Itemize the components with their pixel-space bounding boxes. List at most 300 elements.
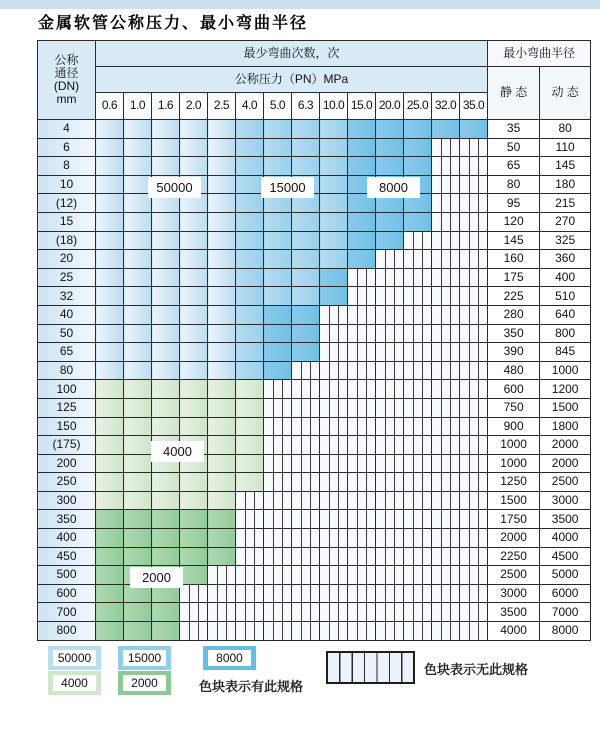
spec-cell-50000 bbox=[124, 157, 152, 176]
no-spec-cell bbox=[320, 603, 348, 622]
no-spec-cell bbox=[432, 398, 460, 417]
no-spec-cell bbox=[320, 566, 348, 585]
no-spec-cell bbox=[376, 287, 404, 306]
dn-cell: 150 bbox=[38, 417, 96, 436]
spec-cell-8000 bbox=[292, 324, 320, 343]
table-row bbox=[38, 194, 591, 213]
spec-cell-50000 bbox=[152, 305, 180, 324]
no-spec-cell bbox=[376, 510, 404, 529]
spec-cell-2000 bbox=[152, 603, 180, 622]
static-radius-cell: 4000 bbox=[488, 622, 540, 641]
spec-cell-50000 bbox=[124, 361, 152, 380]
spec-cell-50000 bbox=[180, 138, 208, 157]
no-spec-cell bbox=[376, 603, 404, 622]
spec-cell-50000 bbox=[180, 324, 208, 343]
no-spec-cell bbox=[460, 510, 488, 529]
spec-cell-4000 bbox=[208, 473, 236, 492]
spec-cell-15000 bbox=[320, 138, 348, 157]
static-radius-cell: 350 bbox=[488, 324, 540, 343]
spec-cell-15000 bbox=[292, 138, 320, 157]
no-spec-cell bbox=[264, 547, 292, 566]
table-row bbox=[38, 212, 591, 231]
spec-cell-15000 bbox=[292, 268, 320, 287]
spec-cell-50000 bbox=[96, 287, 124, 306]
spec-cell-50000 bbox=[208, 157, 236, 176]
spec-cell-4000 bbox=[124, 436, 152, 455]
no-spec-cell bbox=[264, 417, 292, 436]
no-spec-cell bbox=[460, 361, 488, 380]
no-spec-cell bbox=[404, 324, 432, 343]
no-spec-cell bbox=[264, 510, 292, 529]
no-spec-cell bbox=[236, 603, 264, 622]
no-spec-cell bbox=[432, 622, 460, 641]
spec-cell-8000 bbox=[348, 120, 376, 139]
spec-cell-8000 bbox=[348, 157, 376, 176]
dynamic-header: 动 态 bbox=[540, 67, 591, 120]
spec-cell-2000 bbox=[124, 547, 152, 566]
no-spec-cell bbox=[404, 622, 432, 641]
spec-cell-2000 bbox=[152, 622, 180, 641]
bend-cycles-header: 最少弯曲次数，次 bbox=[96, 41, 488, 67]
spec-table bbox=[37, 40, 591, 641]
spec-cell-4000 bbox=[152, 417, 180, 436]
pressure-col-header: 20.0 bbox=[376, 93, 404, 120]
spec-cell-15000 bbox=[264, 231, 292, 250]
no-spec-cell bbox=[320, 491, 348, 510]
no-spec-cell bbox=[376, 529, 404, 548]
dynamic-radius-cell: 270 bbox=[540, 212, 591, 231]
table-row bbox=[38, 380, 591, 399]
spec-cell-4000 bbox=[124, 417, 152, 436]
no-spec-cell bbox=[376, 566, 404, 585]
no-spec-cell bbox=[208, 622, 236, 641]
no-spec-cell bbox=[460, 380, 488, 399]
dn-cell: 100 bbox=[38, 380, 96, 399]
table-row bbox=[38, 250, 591, 269]
no-spec-cell bbox=[348, 398, 376, 417]
no-spec-cell bbox=[348, 417, 376, 436]
table-row bbox=[38, 138, 591, 157]
dynamic-radius-cell: 400 bbox=[540, 268, 591, 287]
static-radius-cell: 2500 bbox=[488, 566, 540, 585]
spec-cell-8000 bbox=[376, 120, 404, 139]
no-spec-cell bbox=[404, 417, 432, 436]
dn-cell: 200 bbox=[38, 454, 96, 473]
spec-cell-4000 bbox=[208, 491, 236, 510]
dn-cell: 50 bbox=[38, 324, 96, 343]
static-radius-cell: 3000 bbox=[488, 584, 540, 603]
no-spec-cell bbox=[236, 529, 264, 548]
no-spec-cell bbox=[292, 603, 320, 622]
spec-cell-15000 bbox=[264, 250, 292, 269]
spec-cell-50000 bbox=[152, 268, 180, 287]
spec-cell-4000 bbox=[96, 436, 124, 455]
no-spec-cell bbox=[460, 305, 488, 324]
static-radius-cell: 2250 bbox=[488, 547, 540, 566]
dn-header-line: mm bbox=[56, 92, 77, 107]
no-spec-cell bbox=[432, 454, 460, 473]
table-row bbox=[38, 305, 591, 324]
spec-cell-4000 bbox=[180, 491, 208, 510]
no-spec-cell bbox=[376, 398, 404, 417]
spec-cell-15000 bbox=[236, 231, 264, 250]
dynamic-radius-cell: 6000 bbox=[540, 584, 591, 603]
no-spec-cell bbox=[404, 250, 432, 269]
no-spec-cell bbox=[320, 584, 348, 603]
dynamic-radius-cell: 1800 bbox=[540, 417, 591, 436]
spec-cell-2000 bbox=[180, 510, 208, 529]
no-spec-cell bbox=[264, 529, 292, 548]
dynamic-radius-cell: 1200 bbox=[540, 380, 591, 399]
spec-cell-4000 bbox=[180, 398, 208, 417]
no-spec-cell bbox=[292, 417, 320, 436]
spec-cell-2000 bbox=[96, 603, 124, 622]
spec-cell-2000 bbox=[180, 529, 208, 548]
no-spec-cell bbox=[460, 547, 488, 566]
dynamic-radius-cell: 510 bbox=[540, 287, 591, 306]
dn-cell: 40 bbox=[38, 305, 96, 324]
no-spec-cell bbox=[460, 138, 488, 157]
spec-cell-50000 bbox=[96, 212, 124, 231]
spec-cell-50000 bbox=[96, 231, 124, 250]
spec-table-wrap bbox=[37, 40, 593, 641]
dn-cell: 32 bbox=[38, 287, 96, 306]
no-spec-cell bbox=[404, 454, 432, 473]
dn-header-line: 通径 bbox=[54, 65, 79, 80]
spec-cell-50000 bbox=[96, 268, 124, 287]
table-row bbox=[38, 417, 591, 436]
no-spec-cell bbox=[320, 529, 348, 548]
spec-cell-50000 bbox=[124, 343, 152, 362]
dynamic-radius-cell: 8000 bbox=[540, 622, 591, 641]
spec-cell-15000 bbox=[264, 138, 292, 157]
spec-cell-50000 bbox=[180, 120, 208, 139]
dn-cell: 450 bbox=[38, 547, 96, 566]
static-radius-cell: 35 bbox=[488, 120, 540, 139]
dynamic-radius-cell: 180 bbox=[540, 175, 591, 194]
spec-cell-50000 bbox=[180, 268, 208, 287]
no-spec-cell bbox=[460, 454, 488, 473]
spec-cell-15000 bbox=[320, 194, 348, 213]
no-spec-cell bbox=[376, 454, 404, 473]
no-spec-cell bbox=[376, 268, 404, 287]
pressure-col-header: 6.3 bbox=[292, 93, 320, 120]
dynamic-radius-cell: 800 bbox=[540, 324, 591, 343]
no-spec-cell bbox=[376, 417, 404, 436]
legend-swatch-50000 bbox=[48, 646, 101, 670]
dn-header-line: (DN) bbox=[53, 79, 80, 93]
dn-cell: 80 bbox=[38, 361, 96, 380]
no-spec-cell bbox=[292, 361, 320, 380]
spec-cell-15000 bbox=[236, 120, 264, 139]
no-spec-cell bbox=[348, 547, 376, 566]
spec-cell-15000 bbox=[264, 157, 292, 176]
spec-cell-50000 bbox=[180, 305, 208, 324]
legend-swatch-label: 4000 bbox=[53, 675, 96, 691]
spec-cell-15000 bbox=[292, 212, 320, 231]
no-spec-cell bbox=[348, 454, 376, 473]
spec-cell-2000 bbox=[96, 584, 124, 603]
no-spec-cell bbox=[376, 473, 404, 492]
no-spec-cell bbox=[236, 547, 264, 566]
no-spec-cell bbox=[264, 454, 292, 473]
no-spec-cell bbox=[320, 398, 348, 417]
no-spec-cell bbox=[432, 343, 460, 362]
pressure-col-header: 25.0 bbox=[404, 93, 432, 120]
cycles-label-50000: 50000 bbox=[148, 177, 201, 198]
spec-cell-8000 bbox=[264, 343, 292, 362]
no-spec-cell bbox=[432, 231, 460, 250]
static-radius-cell: 1000 bbox=[488, 454, 540, 473]
table-row bbox=[38, 231, 591, 250]
spec-cell-8000 bbox=[404, 120, 432, 139]
dynamic-radius-cell: 2500 bbox=[540, 473, 591, 492]
no-spec-cell bbox=[292, 566, 320, 585]
spec-cell-15000 bbox=[292, 287, 320, 306]
spec-cell-50000 bbox=[180, 250, 208, 269]
dynamic-radius-cell: 1000 bbox=[540, 361, 591, 380]
no-spec-cell bbox=[460, 529, 488, 548]
spec-cell-50000 bbox=[208, 194, 236, 213]
table-row bbox=[38, 324, 591, 343]
no-spec-cell bbox=[208, 566, 236, 585]
spec-cell-50000 bbox=[208, 175, 236, 194]
spec-cell-15000 bbox=[236, 343, 264, 362]
table-row bbox=[38, 343, 591, 362]
spec-cell-4000 bbox=[124, 454, 152, 473]
dn-cell: 125 bbox=[38, 398, 96, 417]
spec-cell-50000 bbox=[96, 305, 124, 324]
dn-cell: 10 bbox=[38, 175, 96, 194]
no-spec-cell bbox=[432, 436, 460, 455]
static-radius-cell: 750 bbox=[488, 398, 540, 417]
no-spec-cell bbox=[432, 287, 460, 306]
table-row bbox=[38, 268, 591, 287]
spec-cell-50000 bbox=[180, 212, 208, 231]
spec-cell-8000 bbox=[376, 212, 404, 231]
pressure-col-header: 1.0 bbox=[124, 93, 152, 120]
no-spec-cell bbox=[432, 361, 460, 380]
no-spec-cell bbox=[264, 584, 292, 603]
no-spec-cell bbox=[404, 380, 432, 399]
no-spec-cell bbox=[432, 250, 460, 269]
table-body bbox=[38, 120, 591, 641]
spec-cell-50000 bbox=[124, 268, 152, 287]
spec-cell-2000 bbox=[180, 566, 208, 585]
no-spec-cell bbox=[404, 547, 432, 566]
spec-cell-4000 bbox=[208, 380, 236, 399]
no-spec-cell bbox=[320, 380, 348, 399]
spec-cell-15000 bbox=[236, 250, 264, 269]
no-spec-cell bbox=[292, 491, 320, 510]
table-row bbox=[38, 510, 591, 529]
pressure-col-header: 4.0 bbox=[236, 93, 264, 120]
spec-cell-15000 bbox=[320, 120, 348, 139]
static-radius-cell: 1750 bbox=[488, 510, 540, 529]
table-row bbox=[38, 157, 591, 176]
spec-cell-8000 bbox=[348, 212, 376, 231]
no-spec-cell bbox=[180, 584, 208, 603]
dn-cell: 600 bbox=[38, 584, 96, 603]
dynamic-radius-cell: 7000 bbox=[540, 603, 591, 622]
dn-cell: 8 bbox=[38, 157, 96, 176]
dynamic-radius-cell: 3000 bbox=[540, 491, 591, 510]
spec-cell-50000 bbox=[124, 287, 152, 306]
table-row bbox=[38, 566, 591, 585]
spec-cell-50000 bbox=[124, 305, 152, 324]
dn-cell: 300 bbox=[38, 491, 96, 510]
pressure-col-header: 32.0 bbox=[432, 93, 460, 120]
spec-cell-2000 bbox=[152, 529, 180, 548]
spec-cell-8000 bbox=[376, 138, 404, 157]
static-header: 静 态 bbox=[488, 67, 540, 120]
no-spec-cell bbox=[404, 510, 432, 529]
no-spec-cell bbox=[264, 473, 292, 492]
spec-cell-8000 bbox=[404, 157, 432, 176]
spec-cell-2000 bbox=[96, 566, 124, 585]
no-spec-cell bbox=[376, 380, 404, 399]
static-radius-cell: 600 bbox=[488, 380, 540, 399]
spec-cell-4000 bbox=[236, 436, 264, 455]
spec-cell-8000 bbox=[432, 120, 460, 139]
dn-cell: 65 bbox=[38, 343, 96, 362]
dn-cell: 800 bbox=[38, 622, 96, 641]
spec-cell-15000 bbox=[320, 250, 348, 269]
spec-cell-50000 bbox=[96, 157, 124, 176]
no-spec-cell bbox=[292, 454, 320, 473]
no-spec-cell bbox=[432, 157, 460, 176]
dynamic-radius-cell: 640 bbox=[540, 305, 591, 324]
dn-cell: (12) bbox=[38, 194, 96, 213]
static-radius-cell: 1250 bbox=[488, 473, 540, 492]
spec-cell-15000 bbox=[264, 212, 292, 231]
spec-cell-15000 bbox=[292, 250, 320, 269]
no-spec-cell bbox=[404, 287, 432, 306]
table-row bbox=[38, 584, 591, 603]
spec-cell-4000 bbox=[124, 473, 152, 492]
spec-cell-15000 bbox=[320, 175, 348, 194]
spec-cell-50000 bbox=[152, 120, 180, 139]
spec-cell-2000 bbox=[124, 603, 152, 622]
spec-cell-50000 bbox=[96, 175, 124, 194]
spec-cell-15000 bbox=[236, 212, 264, 231]
no-spec-cell bbox=[432, 491, 460, 510]
static-radius-cell: 50 bbox=[488, 138, 540, 157]
no-spec-cell bbox=[460, 603, 488, 622]
spec-cell-4000 bbox=[96, 473, 124, 492]
no-spec-cell bbox=[292, 398, 320, 417]
table-row bbox=[38, 547, 591, 566]
static-radius-cell: 480 bbox=[488, 361, 540, 380]
spec-cell-15000 bbox=[320, 157, 348, 176]
spec-cell-4000 bbox=[180, 473, 208, 492]
no-spec-cell bbox=[348, 603, 376, 622]
header-row-2 bbox=[38, 67, 591, 93]
no-spec-cell bbox=[348, 268, 376, 287]
no-spec-cell bbox=[404, 436, 432, 455]
no-spec-cell bbox=[208, 603, 236, 622]
no-spec-cell bbox=[292, 380, 320, 399]
spec-cell-8000 bbox=[376, 157, 404, 176]
spec-cell-50000 bbox=[180, 361, 208, 380]
spec-cell-2000 bbox=[180, 547, 208, 566]
spec-cell-2000 bbox=[152, 510, 180, 529]
no-spec-cell bbox=[376, 361, 404, 380]
table-row bbox=[38, 361, 591, 380]
dynamic-radius-cell: 3500 bbox=[540, 510, 591, 529]
no-spec-cell bbox=[348, 584, 376, 603]
min-radius-header: 最小弯曲半径 bbox=[488, 41, 591, 67]
dynamic-radius-cell: 360 bbox=[540, 250, 591, 269]
no-spec-cell bbox=[348, 473, 376, 492]
spec-cell-4000 bbox=[124, 380, 152, 399]
spec-cell-2000 bbox=[96, 622, 124, 641]
spec-cell-50000 bbox=[208, 305, 236, 324]
spec-cell-2000 bbox=[124, 510, 152, 529]
dynamic-radius-cell: 110 bbox=[540, 138, 591, 157]
spec-cell-15000 bbox=[236, 157, 264, 176]
no-spec-cell bbox=[348, 510, 376, 529]
spec-cell-2000 bbox=[208, 529, 236, 548]
no-spec-cell bbox=[376, 324, 404, 343]
no-spec-cell bbox=[376, 305, 404, 324]
no-spec-cell bbox=[264, 566, 292, 585]
static-radius-cell: 280 bbox=[488, 305, 540, 324]
spec-cell-8000 bbox=[264, 324, 292, 343]
spec-cell-50000 bbox=[208, 324, 236, 343]
legend-no-spec-note: 色块表示无此规格 bbox=[424, 662, 529, 677]
spec-cell-4000 bbox=[236, 380, 264, 399]
no-spec-cell bbox=[460, 398, 488, 417]
spec-cell-50000 bbox=[180, 287, 208, 306]
no-spec-cell bbox=[348, 566, 376, 585]
no-spec-cell bbox=[292, 584, 320, 603]
no-spec-cell bbox=[208, 584, 236, 603]
pressure-header: 公称压力（PN）MPa bbox=[96, 67, 488, 93]
no-spec-cell bbox=[264, 603, 292, 622]
spec-cell-50000 bbox=[124, 250, 152, 269]
no-spec-cell bbox=[460, 584, 488, 603]
no-spec-cell bbox=[432, 417, 460, 436]
spec-cell-15000 bbox=[264, 268, 292, 287]
spec-cell-50000 bbox=[124, 324, 152, 343]
no-spec-cell bbox=[404, 529, 432, 548]
dynamic-radius-cell: 145 bbox=[540, 157, 591, 176]
spec-cell-50000 bbox=[208, 361, 236, 380]
no-spec-cell bbox=[236, 566, 264, 585]
no-spec-cell bbox=[460, 436, 488, 455]
no-spec-cell bbox=[432, 566, 460, 585]
spec-cell-15000 bbox=[236, 138, 264, 157]
spec-cell-50000 bbox=[152, 250, 180, 269]
spec-cell-50000 bbox=[96, 120, 124, 139]
no-spec-cell bbox=[348, 491, 376, 510]
no-spec-cell bbox=[460, 212, 488, 231]
dynamic-radius-cell: 215 bbox=[540, 194, 591, 213]
table-row bbox=[38, 287, 591, 306]
spec-cell-8000 bbox=[348, 138, 376, 157]
no-spec-cell bbox=[320, 473, 348, 492]
dn-cell: 700 bbox=[38, 603, 96, 622]
spec-cell-50000 bbox=[180, 231, 208, 250]
spec-cell-50000 bbox=[208, 287, 236, 306]
spec-cell-2000 bbox=[124, 529, 152, 548]
cycles-label-2000: 2000 bbox=[130, 567, 183, 588]
static-radius-cell: 2000 bbox=[488, 529, 540, 548]
spec-cell-2000 bbox=[96, 510, 124, 529]
spec-cell-4000 bbox=[180, 417, 208, 436]
dynamic-radius-cell: 325 bbox=[540, 231, 591, 250]
